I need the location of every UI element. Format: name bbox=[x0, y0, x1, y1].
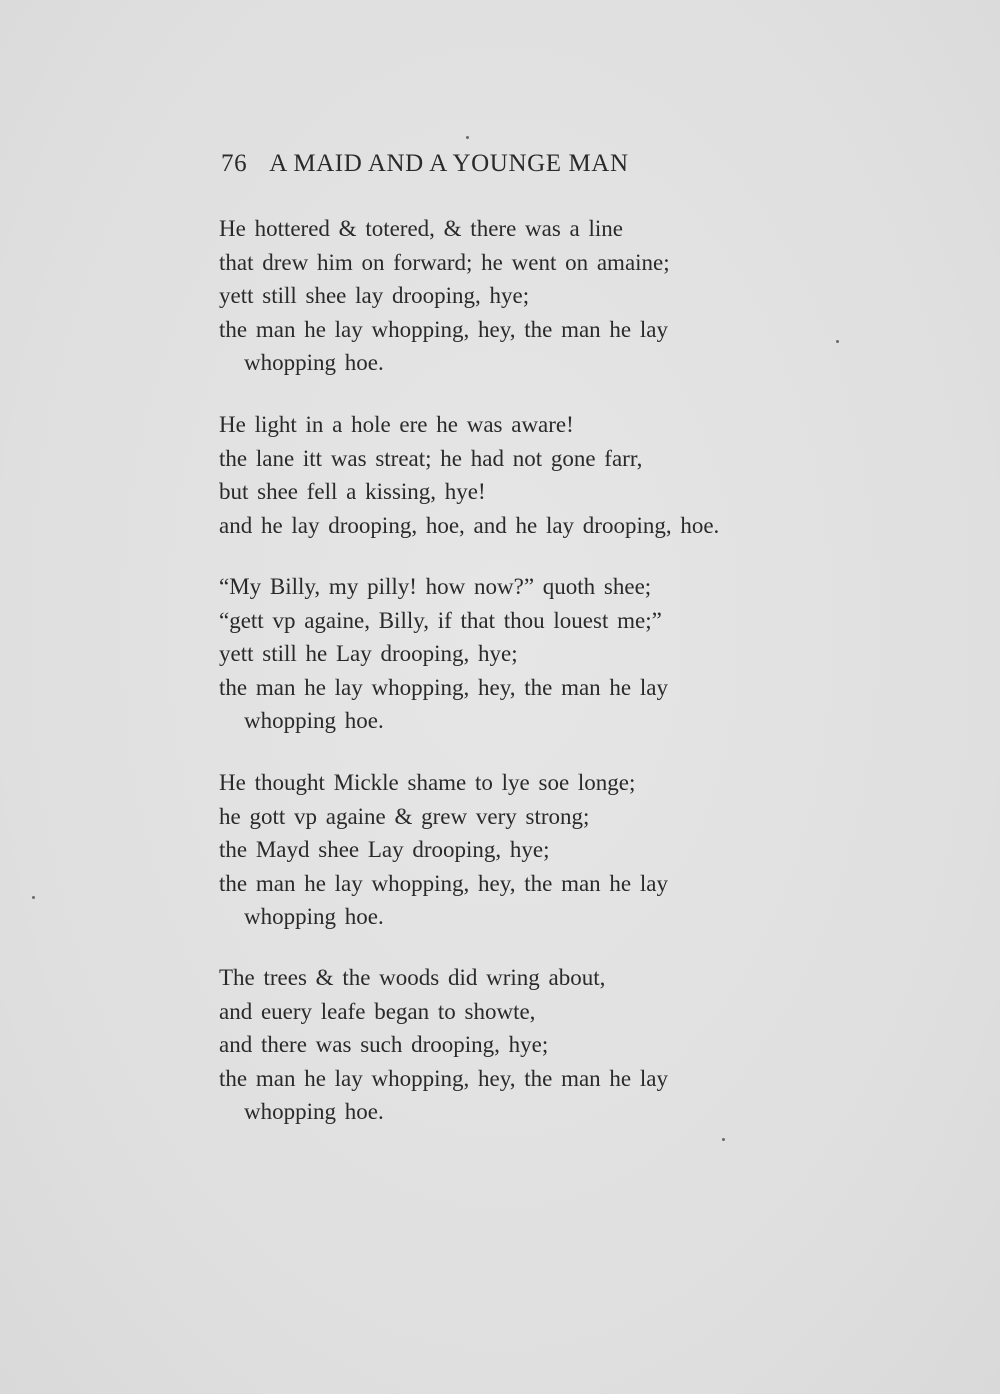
stanza-4 bbox=[219, 766, 779, 934]
paper-speck bbox=[722, 1138, 725, 1141]
verse-line: the man he lay whopping, hey, the man he lay bbox=[219, 674, 668, 700]
paper-speck bbox=[466, 136, 469, 139]
stanza-5 bbox=[219, 961, 779, 1129]
verse-line: The trees & the woods did wring about, bbox=[219, 965, 606, 990]
stanza-3 bbox=[219, 570, 779, 738]
verse-line: the man he lay whopping, hey, the man he lay bbox=[219, 870, 668, 896]
verse-line: he gott vp againe & grew very strong; bbox=[219, 803, 590, 829]
paper-speck bbox=[836, 340, 839, 343]
verse-line: and euery leafe began to showte, bbox=[219, 998, 536, 1024]
verse-line: He thought Mickle shame to lye soe longe; bbox=[219, 770, 636, 795]
running-title: A MAID AND A YOUNGE MAN bbox=[269, 150, 629, 177]
verse-line: and there was such drooping, hye; bbox=[219, 1032, 549, 1057]
verse-line: the man he lay whopping, hey, the man he lay bbox=[219, 1065, 668, 1091]
verse-line: the lane itt was streat; he had not gone farr, bbox=[219, 445, 643, 471]
verse-line-continuation: whopping hoe. bbox=[244, 904, 384, 929]
verse-line-continuation: whopping hoe. bbox=[244, 1099, 384, 1124]
stanza-2 bbox=[219, 408, 779, 542]
verse-line: the man he lay whopping, hey, the man he lay bbox=[219, 316, 668, 342]
paper-speck bbox=[32, 896, 35, 899]
verse-line: that drew him on forward; he went on amaine; bbox=[219, 249, 670, 275]
verse-line: He hottered & totered, & there was a line bbox=[219, 216, 623, 241]
stanza-1 bbox=[219, 212, 779, 380]
verse-line: “gett vp againe, Billy, if that thou louest me;” bbox=[219, 607, 662, 633]
page-number: 76 bbox=[221, 150, 248, 177]
verse-line: yett still shee lay drooping, hye; bbox=[219, 283, 530, 308]
verse-line-continuation: whopping hoe. bbox=[244, 708, 384, 733]
verse-line: but shee fell a kissing, hye! bbox=[219, 479, 486, 504]
verse-line: “My Billy, my pilly! how now?” quoth shee; bbox=[219, 574, 652, 599]
verse-line: He light in a hole ere he was aware! bbox=[219, 412, 574, 437]
verse-line: and he lay drooping, hoe, and he lay drooping, hoe. bbox=[219, 512, 720, 538]
verse-line: the Mayd shee Lay drooping, hye; bbox=[219, 837, 550, 862]
verse-line: yett still he Lay drooping, hye; bbox=[219, 641, 518, 666]
running-head bbox=[221, 150, 629, 178]
verse-line-continuation: whopping hoe. bbox=[244, 350, 384, 375]
